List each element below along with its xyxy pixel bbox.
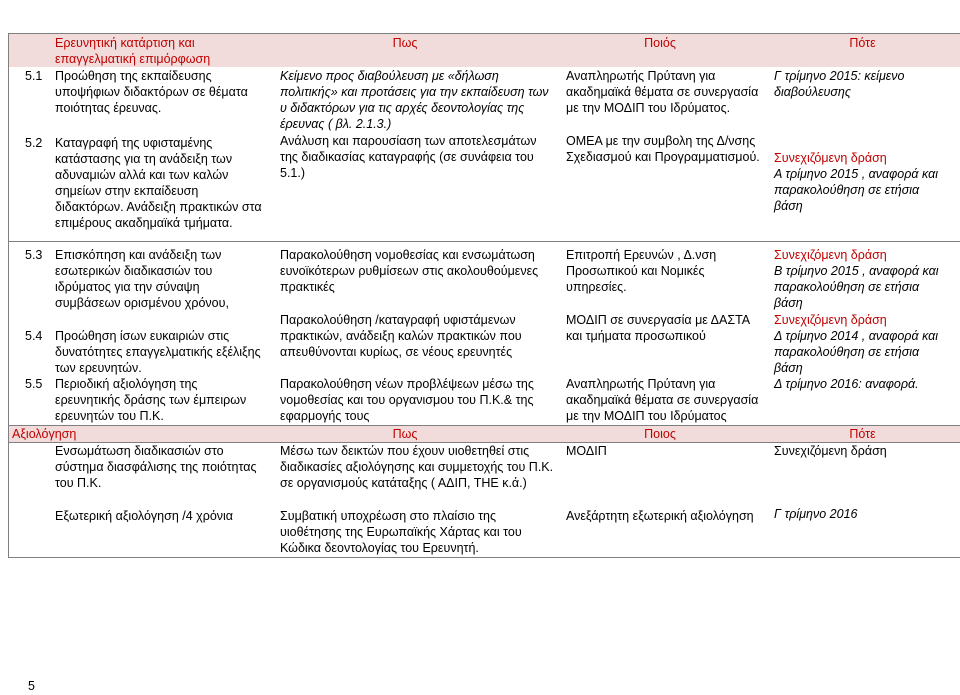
who-text-line: Αναπληρωτής Πρύτανη για [566,69,716,83]
how-text-line: 5.1.) [280,166,306,180]
item-number: 5.1 [25,69,43,83]
when-text-line: βάση [774,199,803,213]
when-text-line: παρακολούθηση σε ετήσια [774,183,920,197]
item-text-line: Προώθηση ίσων ευκαιριών στις [55,329,230,343]
who-text-line: ακαδημαϊκά θέματα σε συνεργασία [566,85,759,99]
eval-how-line: σε οργανισμούς κατάταξης ( ΑΔΙΠ, ΤΗΕ κ.ά.) [280,476,527,490]
item-text-line: σημείων στην εκπαίδευση [55,184,199,198]
section1-heading-line1: Ερευνητική κατάρτιση και [55,36,195,50]
rule [8,33,960,34]
who-text-line: ακαδημαϊκά θέματα σε συνεργασία [566,393,759,407]
when-text-line: παρακολούθηση σε ετήσια [774,280,920,294]
eval-when: Συνεχιζόμενη δράση [774,444,887,458]
who-text-line: και τμήματα προσωπικού [566,329,706,343]
when-status: Συνεχιζόμενη δράση [774,313,887,327]
when-text-line: Α τρίμηνο 2015 , αναφορά και [774,167,939,181]
how-text-line: νομοθεσίας και του οργανισμου του Π.Κ.& της [280,393,534,407]
eval-what-line: Ενσωμάτωση διαδικασιών στο [55,444,224,458]
col-header-when: Πότε [849,36,876,50]
who-text-line: ΜΟΔΙΠ σε συνεργασία με ΔΑΣΤΑ [566,313,751,327]
item-text-line: Περιοδική αξιολόγηση της [55,377,198,391]
how-text-line: Παρακολούθηση /καταγραφή υφιστάμενων [280,313,516,327]
item-text-line: Προώθηση της εκπαίδευσης [55,69,212,83]
item-text-line: διδακτόρων. Ανάδειξη πρακτικών στα [55,200,262,214]
eval-how-line: διαδικασίες αξιολόγησης και συμμετοχής του Π.Κ. [280,460,554,474]
item-number: 5.3 [25,248,43,262]
eval-who: ΜΟΔΙΠ [566,444,607,458]
how-text-line: απευθύνονται κυρίως, σε νέους ερευνητές [280,345,513,359]
eval-how-line: Συμβατική υποχρέωση στο πλαίσιο της [280,509,497,523]
item-text-line: αδυναμιών αλλά και των καλών [55,168,229,182]
item-text-line: επιμέρους ακαδημαϊκά τμήματα. [55,216,233,230]
how-text-line: ευνοϊκότερων ρυθμίσεων στις ακολουθούμενες [280,264,539,278]
col-header-how: Πως [392,36,418,50]
when-status: Συνεχιζόμενη δράση [774,248,887,262]
who-text-line: Σχεδιασμού και Προγραμματισμού. [566,150,760,164]
how-text-line: πρακτικές [280,280,335,294]
item-text-line: Επισκόπηση και ανάδειξη των [55,248,222,262]
section3-heading: Αξιολόγηση [12,427,77,441]
item-text-line: υποψήφιων διδακτόρων σε θέματα [55,85,248,99]
item-text-line: συμβάσεων ορισμένου χρόνου, [55,296,229,310]
item-number: 5.4 [25,329,43,343]
item-text-line: των ερευνητών. [55,361,142,375]
item-text-line: δυνατότητες επαγγελματικής εξέλιξης [55,345,261,359]
section1-heading-line2: επαγγελματική επιμόρφωση [55,52,211,66]
item-text-line: ποιότητας έρευνας. [55,101,162,115]
eval-how-line: υιοθέτησης της Ευρωπαϊκής Χάρτας και του [280,525,522,539]
rule [8,33,9,557]
who-text-line: ΟΜΕΑ με την συμβολη της Δ/νσης [566,134,756,148]
who-text-line: Προσωπικού και Νομικές [566,264,705,278]
eval-what-line: Εξωτερική αξιολόγηση /4 χρόνια [55,509,234,523]
how-text-line: πρακτικών, ανάδειξη καλών πρακτικών που [280,329,522,343]
eval-how-line: Κώδικα δεοντολογίας του Ερευνητή. [280,541,479,555]
when-text-line: βάση [774,361,803,375]
col-header-who: Ποιος [644,427,676,441]
eval-how-line: Μέσω των δεικτών που έχουν υιοθετηθεί στις [280,444,530,458]
eval-what-line: σύστημα διασφάλισης της ποιότητας [55,460,257,474]
how-text-line: Παρακολούθηση νομοθεσίας και ενσωμάτωση [280,248,535,262]
item-text-line: κατάστασης για τη ανάδειξη των [55,152,233,166]
when-text-line: Β τρίμηνο 2015 , αναφορά και [774,264,939,278]
how-text-line: Κείμενο προς διαβούλευση με «δήλωση [280,69,499,83]
how-text-line: εφαρμογής τους [280,409,370,423]
how-text-line: πολιτικής» και προτάσεις για την εκπαίδευση των [280,85,549,99]
who-text-line: με την ΜΟΔΙΠ του Ιδρύματος. [566,101,731,115]
when-text-line: Δ τρίμηνο 2014 , αναφορά και [774,329,939,343]
how-text-line: υ διδακτόρων για τις αρχές δεοντολογίας της [280,101,525,115]
when-text-line: διαβούλευσης [774,85,851,99]
how-text-line: της διαδικασίας καταγραφής (σε συνάφεια του [280,150,534,164]
who-text-line: Αναπληρωτής Πρύτανη για [566,377,716,391]
item-number: 5.5 [25,377,43,391]
item-text-line: Καταγραφή της υφισταμένης [55,136,213,150]
how-text-line: έρευνας ( βλ. 2.1.3.) [280,117,392,131]
eval-who: Ανεξάρτητη εξωτερική αξιολόγηση [566,509,754,523]
item-text-line: ερευνητικής δράσης των έμπειρων [55,393,247,407]
page-number: 5 [28,679,35,693]
when-text-line: παρακολούθηση σε ετήσια [774,345,920,359]
when-status: Συνεχιζόμενη δράση [774,151,887,165]
eval-when: Γ τρίμηνο 2016 [774,507,858,521]
who-text-line: υπηρεσίες. [566,280,627,294]
item-text-line: εσωτερικών διαδικασιών του [55,264,213,278]
col-header-when: Πότε [849,427,876,441]
rule [8,241,960,242]
when-text-line: βάση [774,296,803,310]
who-text-line: Επιτροπή Ερευνών , Δ.νση [566,248,717,262]
item-number: 5.2 [25,136,43,150]
when-text-line: Γ τρίμηνο 2015: κείμενο [774,69,905,83]
who-text-line: με την ΜΟΔΙΠ του Ιδρύματος [566,409,727,423]
item-text-line: ιδρύματος για την σύναψη [55,280,200,294]
when-text-line: Δ τρίμηνο 2016: αναφορά. [774,377,919,391]
how-text-line: Ανάλυση και παρουσίαση των αποτελεσμάτων [280,134,537,148]
col-header-who: Ποιός [644,36,676,50]
rule [8,557,960,558]
col-header-how: Πως [392,427,418,441]
eval-what-line: του Π.Κ. [55,476,102,490]
how-text-line: Παρακολούθηση νέων προβλέψεων μέσω της [280,377,534,391]
item-text-line: ερευνητών του Π.Κ. [55,409,164,423]
